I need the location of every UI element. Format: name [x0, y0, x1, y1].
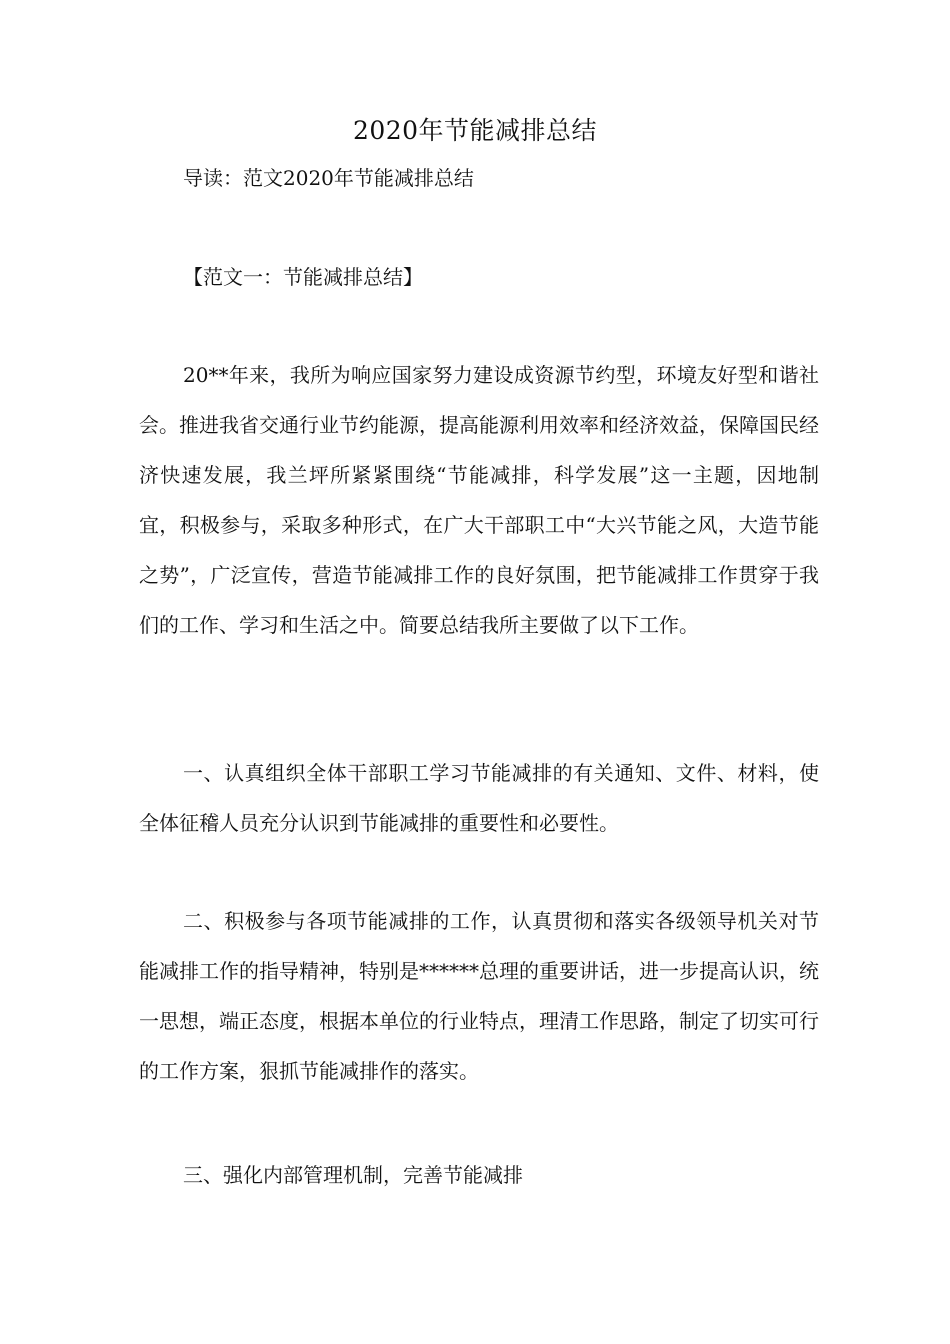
paragraph-intro: 20**年来，我所为响应国家努力建设成资源节约型，环境友好型和谐社会。推进我省交通行业节约能源，提高能源利用效率和经济效益，保障国民经济快速发展，我兰坪所紧紧围绕“节能减排，科学发展”这一主题，因地制宜，积极参与，采取多种形式，在广大干部职工中“大兴节能之风，大造节能之势”，广泛宣传，营造节能减排工作的良好氛围，把节能减排工作贯穿于我们的工作、学习和生活之中。简要总结我所主要做了以下工作。 — [139, 363, 819, 637]
guide-line: 导读：范文2020年节能减排总结 — [183, 166, 474, 190]
paragraph-item-1: 一、认真组织全体干部职工学习节能减排的有关通知、文件、材料，使全体征稽人员充分认识到节能减排的重要性和必要性。 — [139, 761, 819, 835]
paragraph-item-2: 二、积极参与各项节能减排的工作，认真贯彻和落实各级领导机关对节能减排工作的指导精神，特别是******总理的重要讲话，进一步提高认识，统一思想，端正态度，根据本单位的行业特点，理清工作思路，制定了切实可行的工作方案，狠抓节能减排作的落实。 — [139, 909, 819, 1083]
document-title: 2020年节能减排总结 — [352, 116, 598, 145]
section-heading: 【范文一：节能减排总结】 — [183, 265, 423, 289]
paragraph-item-3: 三、强化内部管理机制，完善节能减排 — [183, 1163, 523, 1187]
